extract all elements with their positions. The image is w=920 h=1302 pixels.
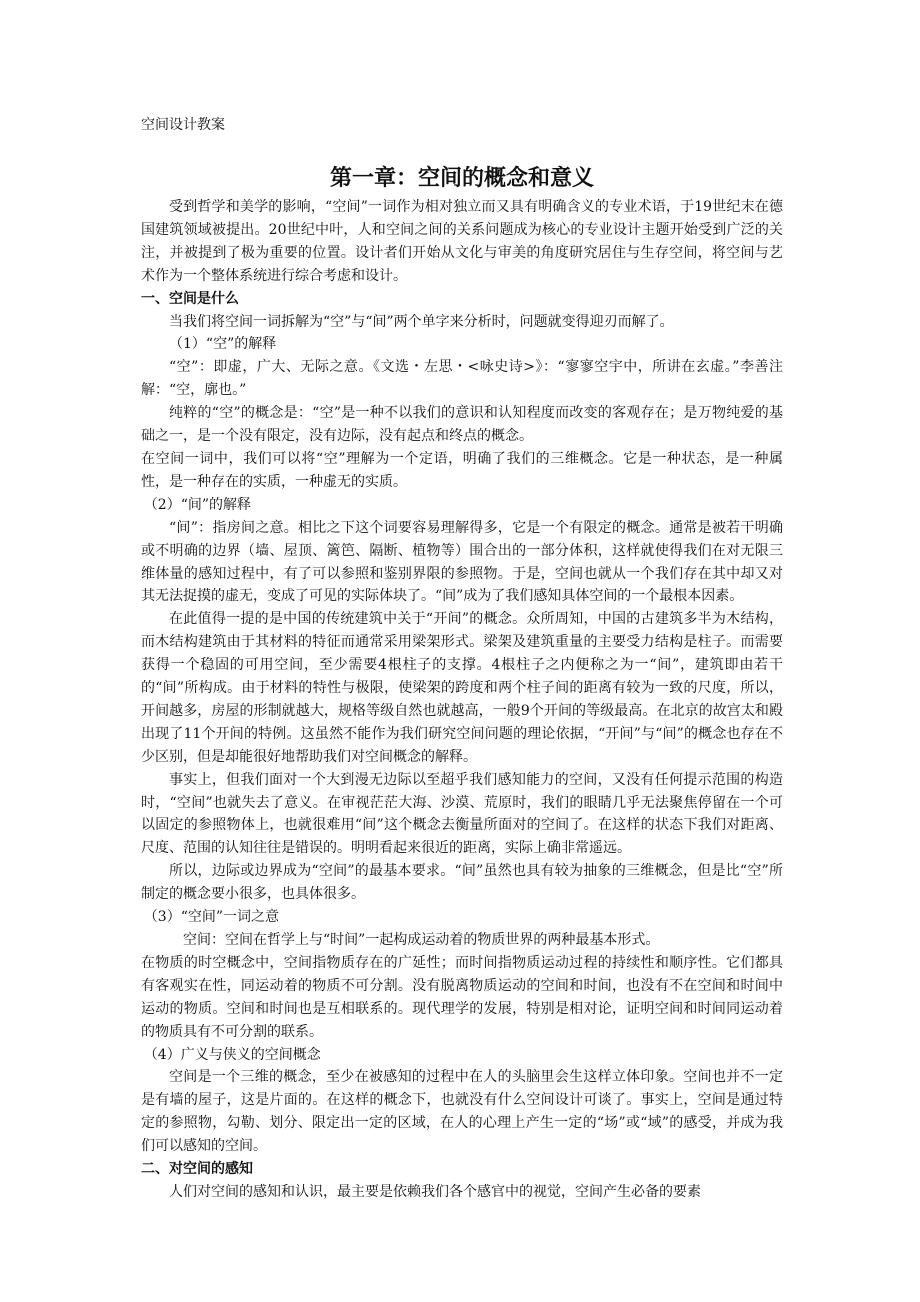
paragraph: 当我们将空间一词拆解为“空”与“间”两个单字来分析时，问题就变得迎刃而解了。	[169, 313, 674, 330]
intro-paragraph: 受到哲学和美学的影响，“空间”一词作为相对独立而又具有明确含义的专业术语，于19世纪末在德国建筑领域被提出。20世纪中叶，人和空间之间的关系问题成为核心的专业设计主题开始受到广泛的关注，并被提到了极为重要的位置。设计者们开始从文化与审美的角度研究居住与生存空间，将空间与艺术作为一个整体系统进行综合考虑和设计。	[141, 199, 783, 284]
subsection-title: （3）“空间”一词之意	[143, 909, 280, 926]
paragraph: 所以，边际或边界成为“空间”的最基本要求。“间”虽然也具有较为抽象的三维概念，但是比“空”所制定的概念要小很多，也具体很多。	[141, 863, 783, 903]
paragraph: 空间是一个三维的概念，至少在被感知的过程中在人的头脑里会生这样立体印象。空间也并不一定是有墙的屋子，这是片面的。在这样的概念下，也就没有什么空间设计可谈了。事实上，空间是通过特定的参照物，勾勒、划分、限定出一定的区域，在人的心理上产生一定的“场”或“域”的感受，并成为我们可以感知的空间。	[141, 1069, 783, 1155]
document-body	[141, 196, 783, 1204]
paragraph: 纯粹的“空”的概念是：“空”是一种不以我们的意识和认知程度而改变的客观存在；是万物纯爱的基础之一，是一个没有限定，没有边际，没有起点和终点的概念。	[141, 405, 783, 445]
paragraph: “空”：即虚，广大、无际之意。《文选・左思・<咏史诗>》：“寥寥空宇中，所讲在玄虚。”李善注解：“空，廓也。”	[141, 359, 783, 399]
paragraph: 空间：空间在哲学上与“时间”一起构成运动着的物质世界的两种最基本形式。	[183, 932, 660, 948]
document-title: 空间设计教案	[141, 117, 225, 133]
paragraph: 在此值得一提的是中国的传统建筑中关于“开间”的概念。众所周知，中国的古建筑多半为木结构，而木结构建筑由于其材料的特征而通常采用梁架形式。梁架及建筑重量的主要受力结构是柱子。而需要获得一个稳固的可用空间，至少需要4根柱子的支撑。4根柱子之内便称之为一“间”，建筑即由若干的“间”所构成。由于材料的特性与极限，使梁架的跨度和两个柱子间的距离有较为一致的尺度，所以，开间越多，房屋的形制就越大，规格等级自然也就越高，一般9个开间的等级最高。在北京的故宫太和殿出现了11个开间的特例。这虽然不能作为我们研究空间问题的理论依据，“开间”与“间”的概念也存在不少区别，但是却能很好地帮助我们对空间概念的解释。	[141, 611, 783, 765]
subsection-title: （4）广义与侠义的空间概念	[143, 1046, 321, 1063]
subsection-title: （2）“间”的解释	[143, 496, 252, 513]
section-heading: 二、对空间的感知	[141, 1161, 253, 1178]
chapter-title: 第一章：空间的概念和意义	[329, 166, 594, 191]
paragraph: 在空间一词中，我们可以将“空”理解为一个定语，明确了我们的三维概念。它是一种状态，是一种属性，是一种存在的实质，一种虚无的实质。	[141, 450, 783, 490]
section-heading: 一、空间是什么	[141, 290, 239, 307]
paragraph: 在物质的时空概念中，空间指物质存在的广延性；而时间指物质运动过程的持续性和顺序性。它们都具有客观实在性，同运动着的物质不可分割。没有脱离物质运动的空间和时间，也没有不在空间和时间中运动的物质。空间和时间也是互相联系的。现代理学的发展，特别是相对论，证明空间和时间同运动着的物质具有不可分割的联系。	[141, 954, 783, 1040]
paragraph: “间”：指房间之意。相比之下这个词要容易理解得多，它是一个有限定的概念。通常是被若干明确或不明确的边界（墙、屋顶、篱笆、隔断、植物等）围合出的一部分体积，这样就使得我们在对无限三维体量的感知过程中，有了可以参照和鉴别界限的参照物。于是，空间也就从一个我们存在其中却又对其无法捉摸的虚无，变成了可见的实际体块了。“间”成为了我们感知具体空间的一个最根本因素。	[141, 519, 783, 605]
paragraph: 事实上，但我们面对一个大到漫无边际以至超乎我们感知能力的空间，又没有任何提示范围的构造时，“空间”也就失去了意义。在审视茫茫大海、沙漠、荒原时，我们的眼睛几乎无法聚焦停留在一个可以固定的参照物体上，也就很难用“间”这个概念去衡量所面对的空间了。在这样的状态下我们对距离、尺度、范围的认知往往是错误的。明明看起来很近的距离，实际上确非常遥远。	[141, 771, 783, 857]
paragraph: 人们对空间的感知和认识，最主要是依赖我们各个感官中的视觉，空间产生必备的要素	[169, 1183, 701, 1200]
subsection-title: （1）“空”的解释	[169, 336, 277, 353]
